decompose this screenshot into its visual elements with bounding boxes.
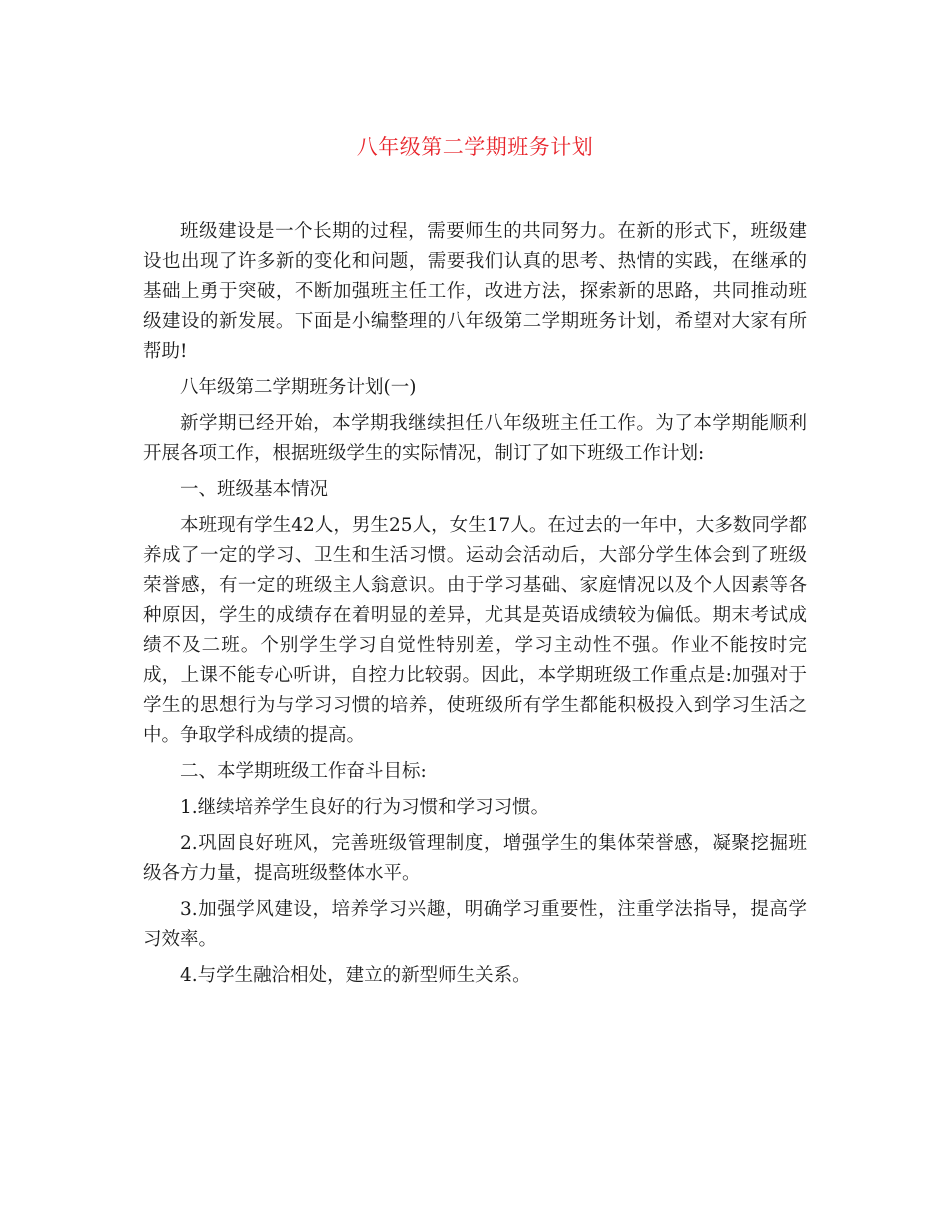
goal-item-4: 4.与学生融洽相处，建立的新型师生关系。 — [180, 965, 531, 986]
section-heading-class-situation: 一、班级基本情况 — [180, 479, 329, 500]
document-body — [143, 217, 807, 991]
section-heading-goals: 二、本学期班级工作奋斗目标: — [180, 761, 427, 782]
goal-item-1: 1.继续培养学生良好的行为习惯和学习习惯。 — [180, 797, 550, 818]
opening-paragraph: 新学期已经开始，本学期我继续担任八年级班主任工作。为了本学期能顺利开展各项工作，根据班级学生的实际情况，制订了如下班级工作计划: — [143, 413, 807, 464]
class-situation-paragraph: 本班现有学生42人，男生25人，女生17人。在过去的一年中，大多数同学都养成了一定的学习、卫生和生活习惯。运动会活动后，大部分学生体会到了班级荣誉感，有一定的班级主人翁意识。由于学习基础、家庭情况以及个人因素等各种原因，学生的成绩存在着明显的差异，尤其是英语成绩较为偏低。期末考试成绩不及二班。个别学生学习自觉性特别差，学习主动性不强。作业不能按时完成，上课不能专心听讲，自控力比较弱。因此，本学期班级工作重点是:加强对于学生的思想行为与学习习惯的培养，使班级所有学生都能积极投入到学习生活之中。争取学科成绩的提高。 — [143, 515, 807, 746]
section-heading-plan-one: 八年级第二学期班务计划(一) — [180, 377, 417, 398]
goal-item-2: 2.巩固良好班风，完善班级管理制度，增强学生的集体荣誉感，凝聚挖掘班级各方力量，提高班级整体水平。 — [143, 833, 807, 884]
goal-item-3: 3.加强学风建设，培养学习兴趣，明确学习重要性，注重学法指导，提高学习效率。 — [143, 899, 807, 950]
document-title: 八年级第二学期班务计划 — [356, 135, 594, 159]
intro-paragraph: 班级建设是一个长期的过程，需要师生的共同努力。在新的形式下，班级建设也出现了许多新的变化和问题，需要我们认真的思考、热情的实践，在继承的基础上勇于突破，不断加强班主任工作，改进方法，探索新的思路，共同推动班级建设的新发展。下面是小编整理的八年级第二学期班务计划，希望对大家有所帮助! — [143, 221, 807, 362]
